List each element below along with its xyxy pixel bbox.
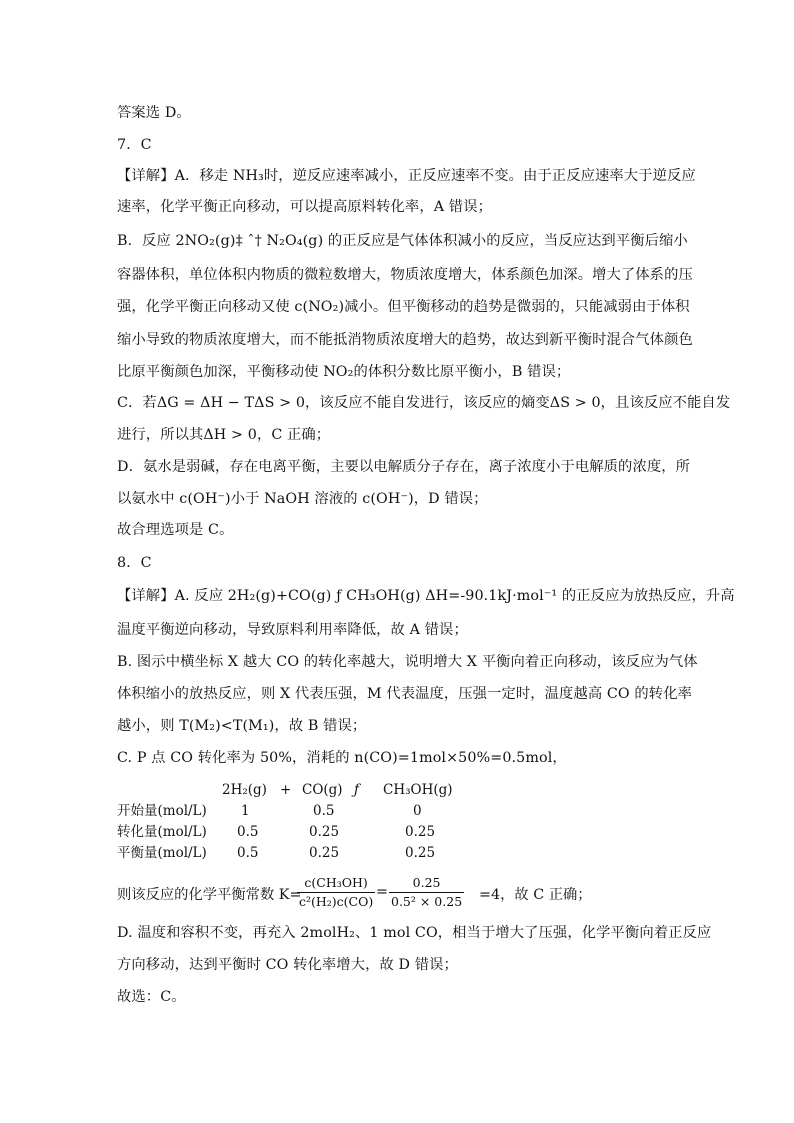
table-header-cell: CH₃OH(g) [383,782,453,798]
text-line: 缩小导致的物质浓度增大，而不能抵消物质浓度增大的趋势，故达到新平衡时混合气体颜色 [117,332,693,348]
text-line: 以氨水中 c(OH⁻)小于 NaOH 溶液的 c(OH⁻)，D 错误； [117,491,488,507]
text-line: 强，化学平衡正向移动又使 c(NO₂)减小。但平衡移动的趋势是微弱的，只能减弱由于体积 [117,299,690,315]
text-line: 进行，所以其ΔH > 0，C 正确； [117,427,331,443]
text-line: D．氨水是弱碱，存在电离平衡，主要以电解质分子存在，离子浓度小于电解质的浓度，所 [117,459,691,475]
table-cell: 0 [413,803,422,819]
text-line: D. 温度和容积不变，再充入 2molH₂、1 mol CO，相当于增大了压强，化学平衡向着正反应 [117,925,712,941]
text-line: 【详解】A．移走 NH₃时，逆反应速率减小，正反应速率不变。由于正反应速率大于逆反应 [117,168,696,184]
fraction-numerator: c(CH₃OH) [297,874,375,893]
equation-prefix: 则该反应的化学平衡常数 K= [117,887,302,903]
text-line: 速率，化学平衡正向移动，可以提高原料转化率，A 错误； [117,199,492,215]
equals-sign: = [376,884,388,900]
table-cell: 0.25 [405,845,436,861]
text-line: 方向移动，达到平衡时 CO 转化率增大，故 D 错误； [117,957,458,973]
row-label: 平衡量(mol/L) [117,845,207,861]
table-cell: 0.25 [309,845,340,861]
text-line: 答案选 D。 [117,105,191,121]
text-line: 比原平衡颜色加深，平衡移动使 NO₂的体积分数比原平衡小，B 错误； [117,364,571,380]
fraction-concentration [297,874,375,911]
table-row [117,822,577,842]
text-line: 故选：C。 [117,989,186,1005]
text-line: C. P 点 CO 转化率为 50%，消耗的 n(CO)=1mol×50%=0.5mol， [117,750,567,766]
table-cell: 0.5 [237,824,259,840]
fraction-values [389,874,464,911]
fraction-denominator: 0.5² × 0.25 [391,894,463,909]
table-header-cell: CO(g) [302,782,343,798]
equilibrium-constant-equation [117,874,737,914]
table-row [117,801,577,821]
equation-suffix: =4，故 C 正确； [479,887,592,903]
question-number: 8．C [117,555,152,571]
text-line: B．反应 2NO₂(g)‡ ˆ† N₂O₄(g) 的正反应是气体体积减小的反应，当反应达到平衡后缩小 [117,233,688,249]
table-header-cell: ƒ [354,782,359,798]
text-line: 温度平衡逆向移动，导致原料利用率降低，故 A 错误； [117,622,468,638]
table-cell: 0.5 [237,845,259,861]
question-number: 7．C [117,137,152,153]
table-header-cell: 2H₂(g) [222,782,267,798]
fraction-numerator: 0.25 [389,874,464,893]
text-line: 越小，则 T(M₂)<T(M₁)，故 B 错误； [117,718,367,734]
fraction-denominator: c²(H₂)c(CO) [299,894,374,909]
table-header-cell: + [280,782,292,798]
text-line: 故合理选项是 C。 [117,522,234,538]
row-label: 开始量(mol/L) [117,803,207,819]
text-line: 【详解】A. 反应 2H₂(g)+CO(g) ƒ CH₃OH(g) ΔH=-90.1kJ·mol⁻¹ 的正反应为放热反应，升高 [117,588,735,604]
text-line: 体积缩小的放热反应，则 X 代表压强，M 代表温度，压强一定时，温度越高 CO 的转化率 [117,686,692,702]
text-line: C．若ΔG = ΔH − TΔS > 0，该反应不能自发进行，该反应的熵变ΔS > 0，且该反应不能自发 [117,395,731,411]
table-cell: 0.5 [313,803,335,819]
table-cell: 0.25 [405,824,436,840]
table-cell: 1 [241,803,250,819]
text-line: B. 图示中横坐标 X 越大 CO 的转化率越大，说明增大 X 平衡向着正向移动，该反应为气体 [117,654,698,670]
text-line: 容器体积，单位体积内物质的微粒数增大，物质浓度增大，体系颜色加深。增大了体系的压 [117,267,693,283]
table-cell: 0.25 [309,824,340,840]
table-row [117,843,577,863]
table-header-row [117,780,577,800]
row-label: 转化量(mol/L) [117,824,207,840]
